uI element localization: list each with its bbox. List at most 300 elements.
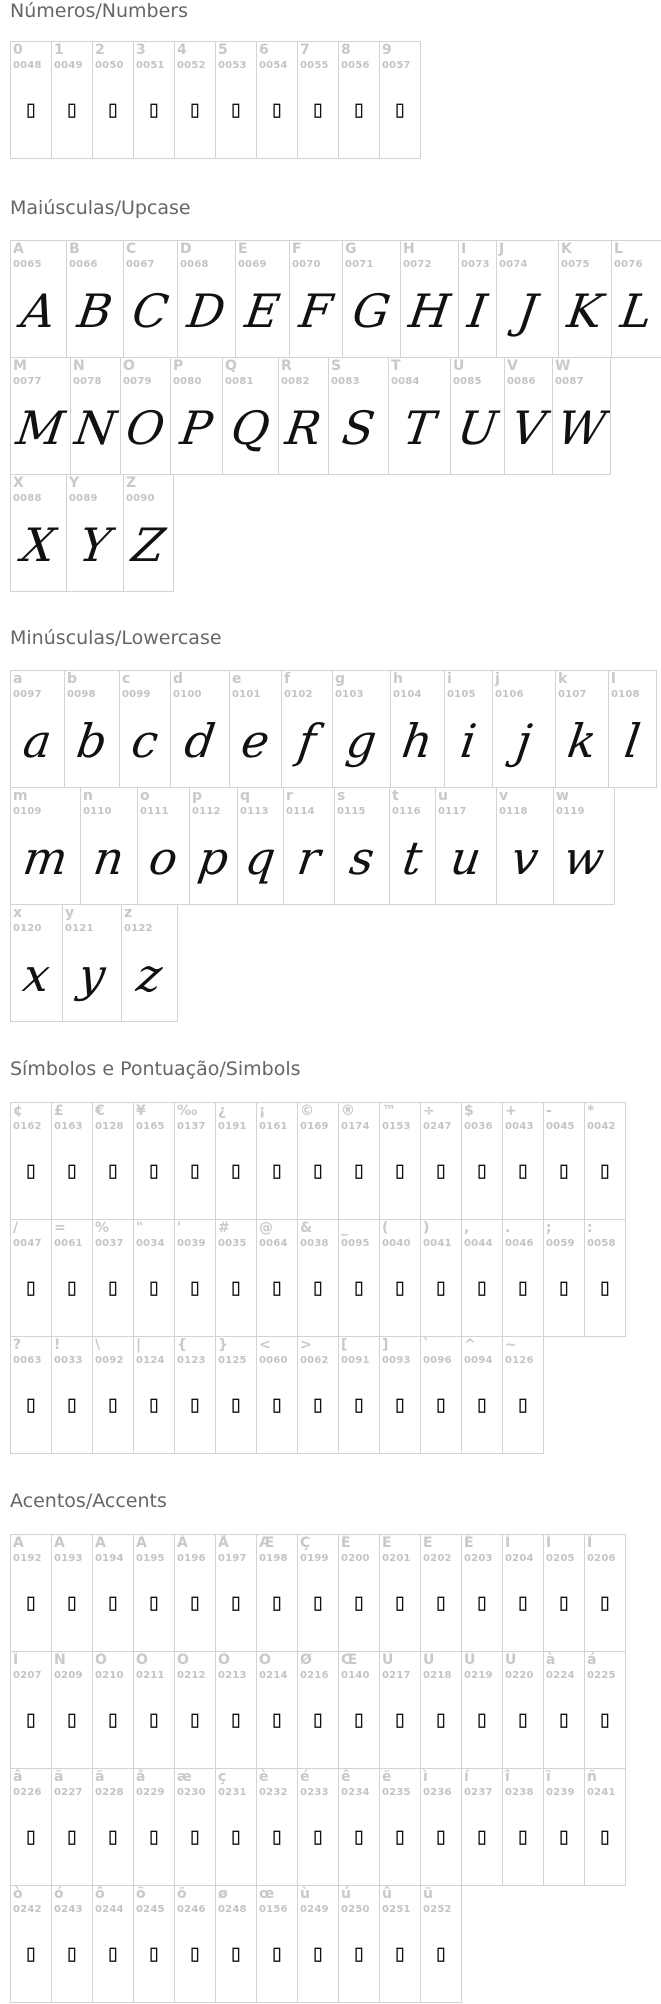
glyph-cell xyxy=(502,1219,544,1337)
glyph-code-label: 0067 xyxy=(126,259,155,270)
glyph-code-label: 0212 xyxy=(177,1670,206,1681)
glyph-char-label: b xyxy=(67,671,78,687)
glyph-char-label: ú xyxy=(341,1886,351,1902)
glyph-char-label: n xyxy=(83,788,93,804)
missing-glyph-box-icon: ▯ xyxy=(105,1939,121,1967)
missing-glyph-box-icon: ▯ xyxy=(310,1156,326,1184)
glyph-sample: H xyxy=(405,284,454,338)
glyph-char-label: Õ xyxy=(218,1652,230,1668)
glyph-code-label: 0244 xyxy=(95,1904,124,1915)
glyph-code-label: 0070 xyxy=(292,259,321,270)
missing-glyph-box-icon: ▯ xyxy=(392,95,408,123)
missing-glyph-box-icon: ▯ xyxy=(392,1705,408,1733)
glyph-char-label: 7 xyxy=(300,42,310,58)
glyph-char-label: ï xyxy=(546,1769,551,1785)
missing-glyph-box-icon: ▯ xyxy=(23,1822,39,1850)
glyph-cell xyxy=(450,357,505,475)
missing-glyph-box-icon: ▯ xyxy=(269,1588,285,1616)
glyph-char-label: q xyxy=(240,788,251,804)
glyph-code-label: 0040 xyxy=(382,1238,411,1249)
glyph-code-label: 0191 xyxy=(218,1121,247,1132)
glyph-char-label: 1 xyxy=(54,42,64,58)
glyph-char-label: Ç xyxy=(300,1535,311,1551)
glyph-code-label: 0063 xyxy=(13,1355,42,1366)
glyph-code-label: 0137 xyxy=(177,1121,206,1132)
glyph-cell xyxy=(66,474,124,592)
glyph-char-label: g xyxy=(335,671,346,687)
glyph-cell xyxy=(389,787,436,905)
glyph-char-label: Q xyxy=(225,358,237,374)
glyph-char-label: ô xyxy=(95,1886,105,1902)
glyph-sample: r xyxy=(294,831,324,885)
glyph-cell xyxy=(420,1534,462,1652)
glyph-cell xyxy=(338,41,380,159)
glyph-char-label: { xyxy=(177,1337,187,1353)
glyph-code-label: 0123 xyxy=(177,1355,206,1366)
glyph-code-label: 0237 xyxy=(464,1787,493,1798)
glyph-code-label: 0116 xyxy=(392,806,421,817)
glyph-code-label: 0220 xyxy=(505,1670,534,1681)
glyph-sample: j xyxy=(513,714,535,768)
glyph-char-label: K xyxy=(561,241,572,257)
glyph-char-label: C xyxy=(126,241,137,257)
glyph-code-label: 0249 xyxy=(300,1904,329,1915)
glyph-code-label: 0214 xyxy=(259,1670,288,1681)
missing-glyph-box-icon: ▯ xyxy=(146,1705,162,1733)
glyph-char-label: s xyxy=(337,788,346,804)
glyph-code-label: 0072 xyxy=(403,259,432,270)
glyph-cell xyxy=(278,357,329,475)
glyph-code-label: 0047 xyxy=(13,1238,42,1249)
missing-glyph-box-icon: ▯ xyxy=(228,1705,244,1733)
glyph-cell xyxy=(543,1219,585,1337)
glyph-char-label: | xyxy=(136,1337,142,1353)
glyph-code-label: 0198 xyxy=(259,1553,288,1564)
glyph-cell xyxy=(51,1336,93,1454)
glyph-char-label: U xyxy=(453,358,465,374)
glyph-cell xyxy=(338,1336,380,1454)
glyph-code-label: 0038 xyxy=(300,1238,329,1249)
glyph-code-label: 0236 xyxy=(423,1787,452,1798)
glyph-cell xyxy=(461,1651,503,1769)
glyph-char-label: Ú xyxy=(423,1652,435,1668)
glyph-code-label: 0204 xyxy=(505,1553,534,1564)
missing-glyph-box-icon: ▯ xyxy=(433,1390,449,1418)
glyph-char-label: ; xyxy=(546,1220,552,1236)
glyph-char-label: Ö xyxy=(259,1652,271,1668)
glyph-sample: T xyxy=(400,401,439,455)
glyph-code-label: 0073 xyxy=(461,259,490,270)
glyph-char-label: Á xyxy=(54,1535,65,1551)
missing-glyph-box-icon: ▯ xyxy=(474,1588,490,1616)
missing-glyph-box-icon: ▯ xyxy=(433,1273,449,1301)
glyph-char-label: ê xyxy=(341,1769,351,1785)
glyph-code-label: 0202 xyxy=(423,1553,452,1564)
missing-glyph-box-icon: ▯ xyxy=(556,1156,572,1184)
missing-glyph-box-icon: ▯ xyxy=(556,1273,572,1301)
glyph-code-label: 0042 xyxy=(587,1121,616,1132)
glyph-code-label: 0081 xyxy=(225,376,254,387)
missing-glyph-box-icon: ▯ xyxy=(228,1390,244,1418)
glyph-cell xyxy=(338,1651,380,1769)
missing-glyph-box-icon: ▯ xyxy=(187,1390,203,1418)
glyph-cell xyxy=(92,1885,134,2003)
section-title-symbols: Símbolos e Pontuação/Simbols xyxy=(10,1058,301,1080)
glyph-cell xyxy=(10,1534,52,1652)
glyph-char-label: Ì xyxy=(505,1535,511,1551)
glyph-char-label: Û xyxy=(464,1652,476,1668)
glyph-cell xyxy=(174,1885,216,2003)
missing-glyph-box-icon: ▯ xyxy=(392,1156,408,1184)
glyph-sample: N xyxy=(71,401,120,455)
glyph-code-label: 0043 xyxy=(505,1121,534,1132)
glyph-sample: I xyxy=(464,284,491,338)
glyph-code-label: 0065 xyxy=(13,259,42,270)
glyph-cell xyxy=(584,1534,626,1652)
glyph-code-label: 0105 xyxy=(447,689,476,700)
glyph-char-label: W xyxy=(555,358,571,374)
glyph-sample: V xyxy=(508,401,549,455)
missing-glyph-box-icon: ▯ xyxy=(64,1588,80,1616)
missing-glyph-box-icon: ▯ xyxy=(228,1273,244,1301)
glyph-cell xyxy=(379,1336,421,1454)
glyph-code-label: 0153 xyxy=(382,1121,411,1132)
glyph-sample: G xyxy=(349,284,394,338)
glyph-code-label: 0210 xyxy=(95,1670,124,1681)
glyph-code-label: 0122 xyxy=(124,923,153,934)
glyph-code-label: 0090 xyxy=(126,493,155,504)
glyph-cell xyxy=(133,1768,175,1886)
glyph-cell xyxy=(338,1534,380,1652)
missing-glyph-box-icon: ▯ xyxy=(269,1273,285,1301)
glyph-char-label: M xyxy=(13,358,27,374)
glyph-cell xyxy=(334,787,390,905)
glyph-cell xyxy=(390,670,445,788)
glyph-sample: x xyxy=(19,948,54,1002)
glyph-code-label: 0058 xyxy=(587,1238,616,1249)
glyph-code-label: 0107 xyxy=(558,689,587,700)
glyph-code-label: 0097 xyxy=(13,689,42,700)
glyph-code-label: 0169 xyxy=(300,1121,329,1132)
glyph-char-label: u xyxy=(438,788,448,804)
missing-glyph-box-icon: ▯ xyxy=(351,1822,367,1850)
glyph-cell xyxy=(256,1534,298,1652)
glyph-char-label: V xyxy=(507,358,518,374)
glyph-cell xyxy=(281,670,333,788)
missing-glyph-box-icon: ▯ xyxy=(23,1705,39,1733)
glyph-code-label: 0250 xyxy=(341,1904,370,1915)
glyph-code-label: 0054 xyxy=(259,60,288,71)
glyph-char-label: û xyxy=(382,1886,392,1902)
missing-glyph-box-icon: ▯ xyxy=(556,1588,572,1616)
glyph-code-label: 0034 xyxy=(136,1238,165,1249)
glyph-cell xyxy=(229,670,282,788)
glyph-code-label: 0059 xyxy=(546,1238,575,1249)
glyph-code-label: 0076 xyxy=(614,259,643,270)
glyph-char-label: ø xyxy=(218,1886,228,1902)
glyph-code-label: 0121 xyxy=(65,923,94,934)
glyph-cell xyxy=(502,1768,544,1886)
glyph-sample: o xyxy=(145,831,182,885)
glyph-char-label: o xyxy=(140,788,150,804)
glyph-code-label: 0211 xyxy=(136,1670,165,1681)
glyph-code-label: 0086 xyxy=(507,376,536,387)
section-title-upcase: Maiúsculas/Upcase xyxy=(10,197,191,219)
glyph-code-label: 0124 xyxy=(136,1355,165,1366)
missing-glyph-box-icon: ▯ xyxy=(310,1390,326,1418)
glyph-sample: K xyxy=(564,284,606,338)
missing-glyph-box-icon: ▯ xyxy=(23,1156,39,1184)
glyph-code-label: 0099 xyxy=(122,689,151,700)
missing-glyph-box-icon: ▯ xyxy=(105,1156,121,1184)
missing-glyph-box-icon: ▯ xyxy=(351,1588,367,1616)
glyph-sample: L xyxy=(617,284,656,338)
glyph-char-label: õ xyxy=(136,1886,146,1902)
glyph-cell xyxy=(552,357,611,475)
section-title-lowercase: Minúsculas/Lowercase xyxy=(10,627,222,649)
glyph-sample: U xyxy=(454,401,501,455)
glyph-cell xyxy=(10,357,71,475)
glyph-char-label: ù xyxy=(300,1886,310,1902)
glyph-code-label: 0046 xyxy=(505,1238,534,1249)
glyph-code-label: 0109 xyxy=(13,806,42,817)
glyph-cell xyxy=(92,1651,134,1769)
glyph-cell xyxy=(51,1102,93,1220)
glyph-cell xyxy=(256,1336,298,1454)
glyph-cell xyxy=(502,1534,544,1652)
glyph-char-label: c xyxy=(122,671,131,687)
glyph-cell xyxy=(502,1336,544,1454)
glyph-char-label: Ñ xyxy=(54,1652,66,1668)
glyph-char-label: 8 xyxy=(341,42,351,58)
missing-glyph-box-icon: ▯ xyxy=(597,1156,613,1184)
missing-glyph-box-icon: ▯ xyxy=(351,1705,367,1733)
glyph-cell xyxy=(235,240,290,358)
glyph-code-label: 0117 xyxy=(438,806,467,817)
glyph-code-label: 0035 xyxy=(218,1238,247,1249)
glyph-char-label: 5 xyxy=(218,42,228,58)
glyph-cell xyxy=(10,41,52,159)
glyph-char-label: % xyxy=(95,1220,110,1236)
glyph-code-label: 0102 xyxy=(284,689,313,700)
glyph-cell xyxy=(256,1885,298,2003)
missing-glyph-box-icon: ▯ xyxy=(351,1939,367,1967)
glyph-char-label: 4 xyxy=(177,42,187,58)
glyph-code-label: 0108 xyxy=(611,689,640,700)
glyph-sample: Y xyxy=(76,518,114,572)
glyph-code-label: 0111 xyxy=(140,806,169,817)
glyph-code-label: 0098 xyxy=(67,689,96,700)
glyph-sample: i xyxy=(457,714,480,768)
glyph-cell xyxy=(10,240,67,358)
glyph-cell xyxy=(70,357,121,475)
glyph-code-label: 0094 xyxy=(464,1355,493,1366)
glyph-char-label: ç xyxy=(218,1769,227,1785)
glyph-cell xyxy=(120,357,171,475)
missing-glyph-box-icon: ▯ xyxy=(351,1156,367,1184)
glyph-cell xyxy=(297,1885,339,2003)
missing-glyph-box-icon: ▯ xyxy=(146,95,162,123)
glyph-cell xyxy=(256,1768,298,1886)
section-title-accents: Acentos/Accents xyxy=(10,1490,167,1512)
glyph-char-label: y xyxy=(65,905,75,921)
glyph-char-label: á xyxy=(587,1652,597,1668)
glyph-char-label: ® xyxy=(341,1103,355,1119)
glyph-char-label: ¿ xyxy=(218,1103,227,1119)
glyph-code-label: 0239 xyxy=(546,1787,575,1798)
missing-glyph-box-icon: ▯ xyxy=(310,1822,326,1850)
missing-glyph-box-icon: ▯ xyxy=(269,1822,285,1850)
glyph-char-label: / xyxy=(13,1220,19,1236)
glyph-code-label: 0193 xyxy=(54,1553,83,1564)
glyph-code-label: 0207 xyxy=(13,1670,42,1681)
missing-glyph-box-icon: ▯ xyxy=(515,1588,531,1616)
glyph-cell xyxy=(420,1768,462,1886)
glyph-cell xyxy=(10,787,81,905)
glyph-char-label: " xyxy=(136,1220,144,1236)
glyph-cell xyxy=(51,1885,93,2003)
glyph-code-label: 0125 xyxy=(218,1355,247,1366)
glyph-char-label: ö xyxy=(177,1886,187,1902)
missing-glyph-box-icon: ▯ xyxy=(515,1390,531,1418)
glyph-char-label: å xyxy=(136,1769,146,1785)
missing-glyph-box-icon: ▯ xyxy=(146,1156,162,1184)
glyph-sample: t xyxy=(399,831,426,885)
glyph-char-label: S xyxy=(331,358,342,374)
glyph-cell xyxy=(133,1336,175,1454)
glyph-char-label: Ó xyxy=(136,1652,148,1668)
missing-glyph-box-icon: ▯ xyxy=(515,1273,531,1301)
glyph-cell xyxy=(215,1651,257,1769)
glyph-code-label: 0227 xyxy=(54,1787,83,1798)
glyph-code-label: 0085 xyxy=(453,376,482,387)
glyph-cell xyxy=(420,1651,462,1769)
glyph-char-label: ¡ xyxy=(259,1103,266,1119)
missing-glyph-box-icon: ▯ xyxy=(187,1273,203,1301)
missing-glyph-box-icon: ▯ xyxy=(187,1939,203,1967)
glyph-cell xyxy=(338,1219,380,1337)
glyph-code-label: 0060 xyxy=(259,1355,288,1366)
glyph-cell xyxy=(133,1885,175,2003)
glyph-sample: v xyxy=(508,831,542,885)
glyph-cell xyxy=(256,41,298,159)
glyph-code-label: 0083 xyxy=(331,376,360,387)
glyph-char-label: w xyxy=(556,788,569,804)
glyph-cell xyxy=(92,1102,134,1220)
glyph-cell xyxy=(133,1219,175,1337)
glyph-char-label: Ù xyxy=(382,1652,394,1668)
glyph-code-label: 0053 xyxy=(218,60,247,71)
glyph-code-label: 0091 xyxy=(341,1355,370,1366)
glyph-sample: d xyxy=(181,714,219,768)
glyph-sample: S xyxy=(338,401,379,455)
glyph-char-label: l xyxy=(611,671,616,687)
glyph-char-label: ò xyxy=(13,1886,23,1902)
glyph-sample: R xyxy=(282,401,325,455)
glyph-code-label: 0093 xyxy=(382,1355,411,1366)
glyph-code-label: 0247 xyxy=(423,1121,452,1132)
glyph-cell xyxy=(388,357,451,475)
glyph-cell xyxy=(51,1219,93,1337)
glyph-code-label: 0140 xyxy=(341,1670,370,1681)
glyph-code-label: 0119 xyxy=(556,806,585,817)
glyph-code-label: 0064 xyxy=(259,1238,288,1249)
glyph-code-label: 0241 xyxy=(587,1787,616,1798)
glyph-char-label: = xyxy=(54,1220,66,1236)
glyph-char-label: @ xyxy=(259,1220,273,1236)
missing-glyph-box-icon: ▯ xyxy=(146,1273,162,1301)
missing-glyph-box-icon: ▯ xyxy=(392,1822,408,1850)
glyph-cell xyxy=(123,474,174,592)
glyph-char-label: L xyxy=(614,241,623,257)
glyph-cell xyxy=(237,787,284,905)
glyph-char-label: Y xyxy=(69,475,80,491)
glyph-code-label: 0194 xyxy=(95,1553,124,1564)
glyph-char-label: T xyxy=(391,358,401,374)
glyph-char-label: ( xyxy=(382,1220,389,1236)
glyph-code-label: 0115 xyxy=(337,806,366,817)
glyph-char-label: Â xyxy=(95,1535,106,1551)
glyph-char-label: œ xyxy=(259,1886,275,1902)
missing-glyph-box-icon: ▯ xyxy=(228,1156,244,1184)
glyph-cell xyxy=(461,1219,503,1337)
glyph-sample: a xyxy=(19,714,56,768)
glyph-char-label: i xyxy=(447,671,452,687)
glyph-code-label: 0041 xyxy=(423,1238,452,1249)
glyph-cell xyxy=(222,357,279,475)
glyph-char-label: è xyxy=(259,1769,269,1785)
glyph-cell xyxy=(584,1219,626,1337)
glyph-code-label: 0079 xyxy=(123,376,152,387)
glyph-cell xyxy=(338,1885,380,2003)
glyph-char-label: ™ xyxy=(382,1103,396,1119)
glyph-char-label: H xyxy=(403,241,415,257)
missing-glyph-box-icon: ▯ xyxy=(64,1939,80,1967)
glyph-cell xyxy=(133,41,175,159)
glyph-cell xyxy=(170,670,230,788)
glyph-code-label: 0100 xyxy=(173,689,202,700)
glyph-code-label: 0118 xyxy=(499,806,528,817)
glyph-char-label: \ xyxy=(95,1337,101,1353)
glyph-cell xyxy=(10,474,67,592)
glyph-code-label: 0087 xyxy=(555,376,584,387)
missing-glyph-box-icon: ▯ xyxy=(556,1705,572,1733)
glyph-cell xyxy=(119,670,171,788)
glyph-char-label: Ø xyxy=(300,1652,312,1668)
missing-glyph-box-icon: ▯ xyxy=(269,1390,285,1418)
glyph-char-label: _ xyxy=(341,1220,348,1236)
section-title-numbers: Números/Numbers xyxy=(10,0,188,22)
glyph-char-label: Î xyxy=(587,1535,593,1551)
glyph-char-label: j xyxy=(495,671,500,687)
glyph-cell xyxy=(420,1336,462,1454)
glyph-sample: u xyxy=(447,831,485,885)
glyph-char-label: f xyxy=(284,671,291,687)
glyph-cell xyxy=(420,1219,462,1337)
glyph-char-label: é xyxy=(300,1769,310,1785)
glyph-code-label: 0092 xyxy=(95,1355,124,1366)
glyph-char-label: . xyxy=(505,1220,511,1236)
glyph-sample: e xyxy=(238,714,273,768)
missing-glyph-box-icon: ▯ xyxy=(310,1705,326,1733)
glyph-cell xyxy=(584,1651,626,1769)
glyph-cell xyxy=(121,904,178,1022)
glyph-code-label: 0238 xyxy=(505,1787,534,1798)
glyph-code-label: 0224 xyxy=(546,1670,575,1681)
glyph-cell xyxy=(137,787,190,905)
glyph-cell xyxy=(177,240,236,358)
missing-glyph-box-icon: ▯ xyxy=(146,1588,162,1616)
